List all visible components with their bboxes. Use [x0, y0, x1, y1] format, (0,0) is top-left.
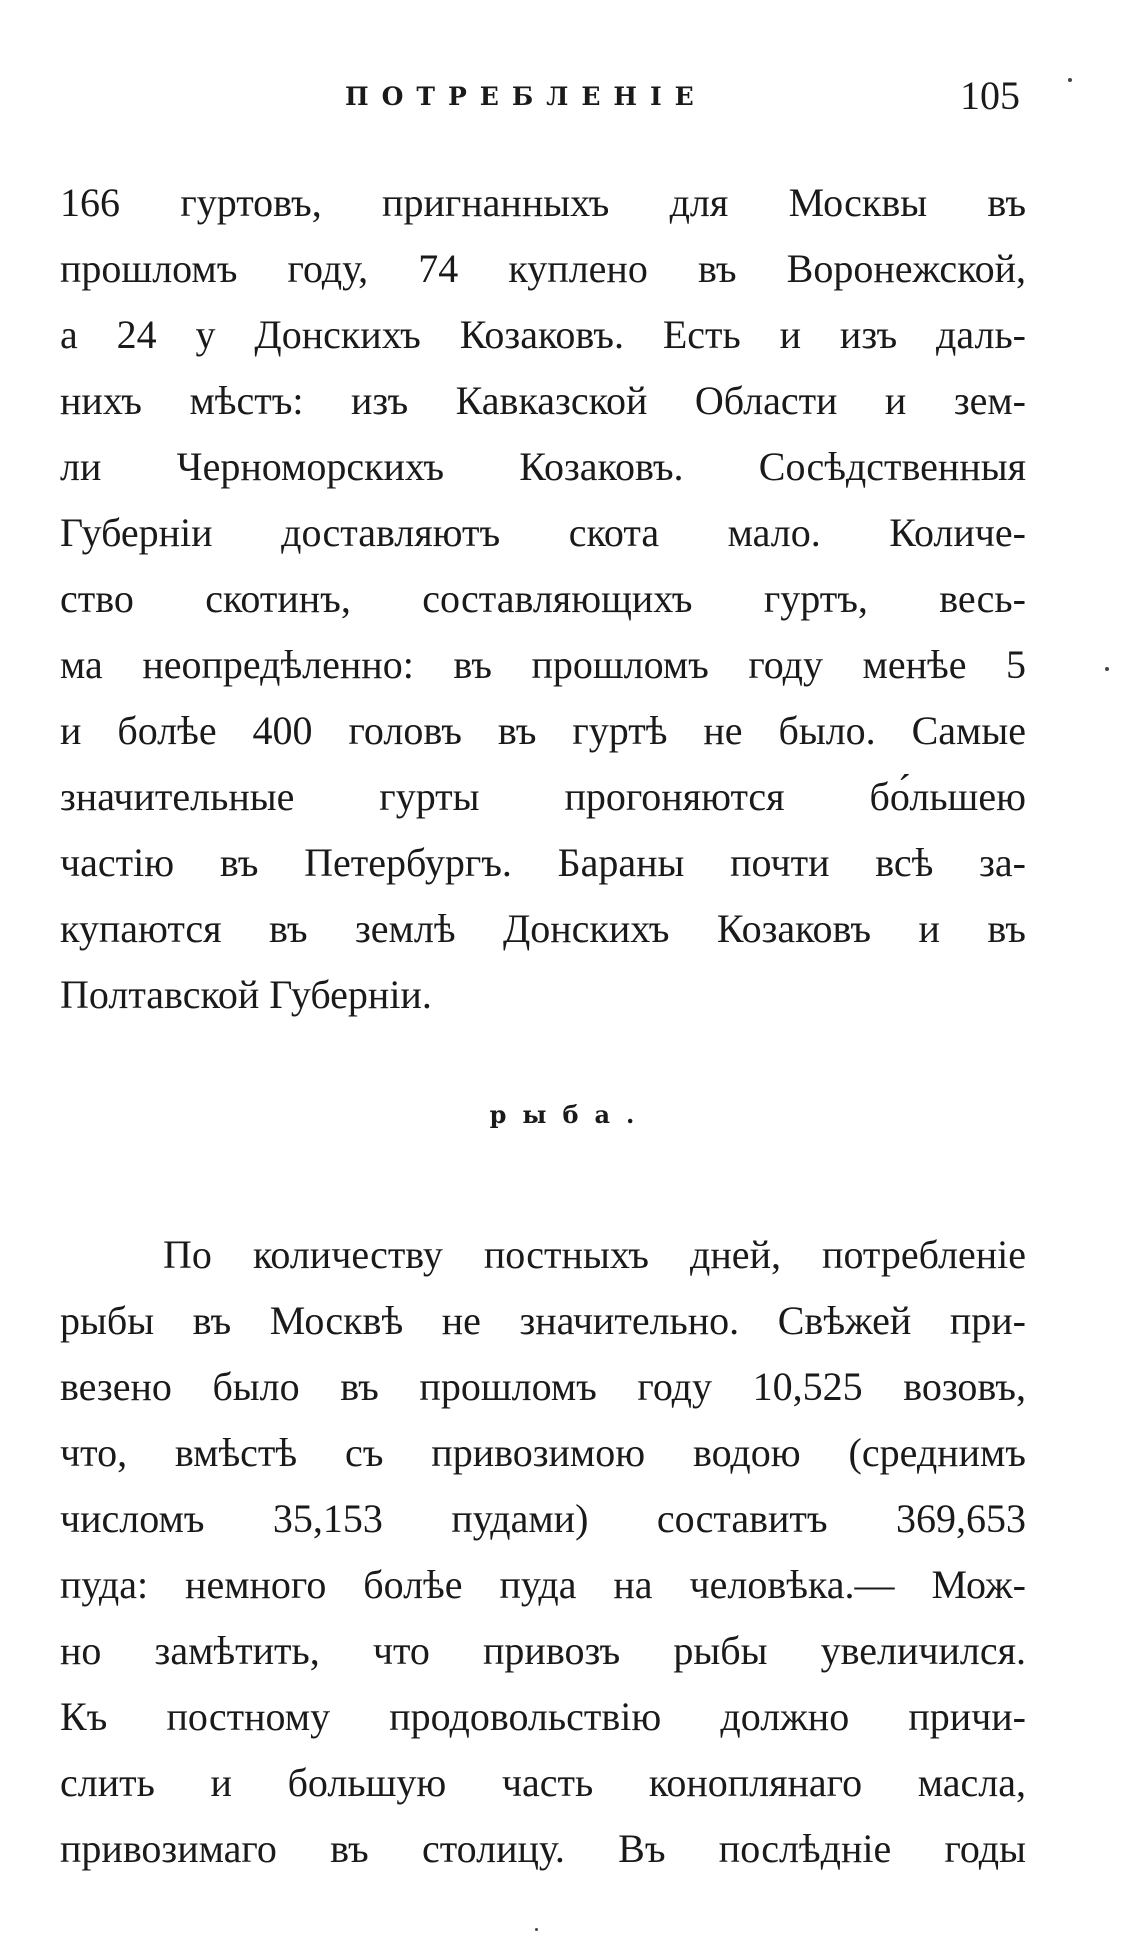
scan-speck — [1105, 667, 1109, 671]
text-line: слить и большую часть коноплянаго масла, — [60, 1760, 1026, 1805]
text-line: Губерніи доставляютъ скота мало. Количе- — [60, 510, 1026, 555]
scan-speck — [535, 1928, 538, 1931]
text-line: но замѣтить, что привозъ рыбы увеличился. — [60, 1628, 1026, 1673]
scan-speck — [1068, 78, 1072, 82]
text-line: везено было въ прошломъ году 10,525 возовъ, — [60, 1364, 1026, 1409]
paragraph-livestock — [60, 170, 1026, 1028]
text-line: прошломъ году, 74 куплено въ Воронежской, — [60, 246, 1026, 291]
running-head — [60, 72, 1020, 132]
text-line: рыбы въ Москвѣ не значительно. Свѣжей при- — [60, 1298, 1026, 1343]
text-line: ма неопредѣленно: въ прошломъ году менѣе 5 — [60, 642, 1026, 687]
text-line: пуда: немного болѣе пуда на человѣка.— Мож- — [60, 1562, 1026, 1607]
text-line: значительные гурты прогоняются бо́льшею — [60, 774, 1026, 819]
text-line: и болѣе 400 головъ въ гуртѣ не было. Самые — [60, 708, 1026, 753]
text-line: частію въ Петербургъ. Бараны почти всѣ за- — [60, 840, 1026, 885]
text-line: а 24 у Донскихъ Козаковъ. Есть и изъ даль- — [60, 312, 1026, 357]
text-line: числомъ 35,153 пудами) составитъ 369,653 — [60, 1496, 1026, 1541]
text-line: что, вмѣстѣ съ привозимою водою (среднимъ — [60, 1430, 1026, 1475]
text-line: По количеству постныхъ дней, потребленіе — [163, 1232, 1026, 1277]
text-line: купаются въ землѣ Донскихъ Козаковъ и въ — [60, 906, 1026, 951]
page-number: 105 — [960, 73, 1020, 118]
running-title: ПОТРЕБЛЕНІЕ — [345, 82, 707, 111]
paragraph-fish — [60, 1222, 1026, 1882]
text-line: ство скотинъ, составляющихъ гуртъ, весь- — [60, 576, 1026, 621]
text-line: привозимаго въ столицу. Въ послѣдніе годы — [60, 1826, 1026, 1871]
text-line: Полтавской Губерніи. — [60, 972, 432, 1017]
text-line: Къ постному продовольствію должно причи- — [60, 1694, 1026, 1739]
section-heading: рыба. — [489, 1100, 651, 1129]
text-line: нихъ мѣстъ: изъ Кавказской Области и зем- — [60, 378, 1026, 423]
text-line: ли Черноморскихъ Козаковъ. Сосѣдственныя — [60, 444, 1026, 489]
text-line: 166 гуртовъ, пригнанныхъ для Москвы въ — [60, 180, 1026, 225]
